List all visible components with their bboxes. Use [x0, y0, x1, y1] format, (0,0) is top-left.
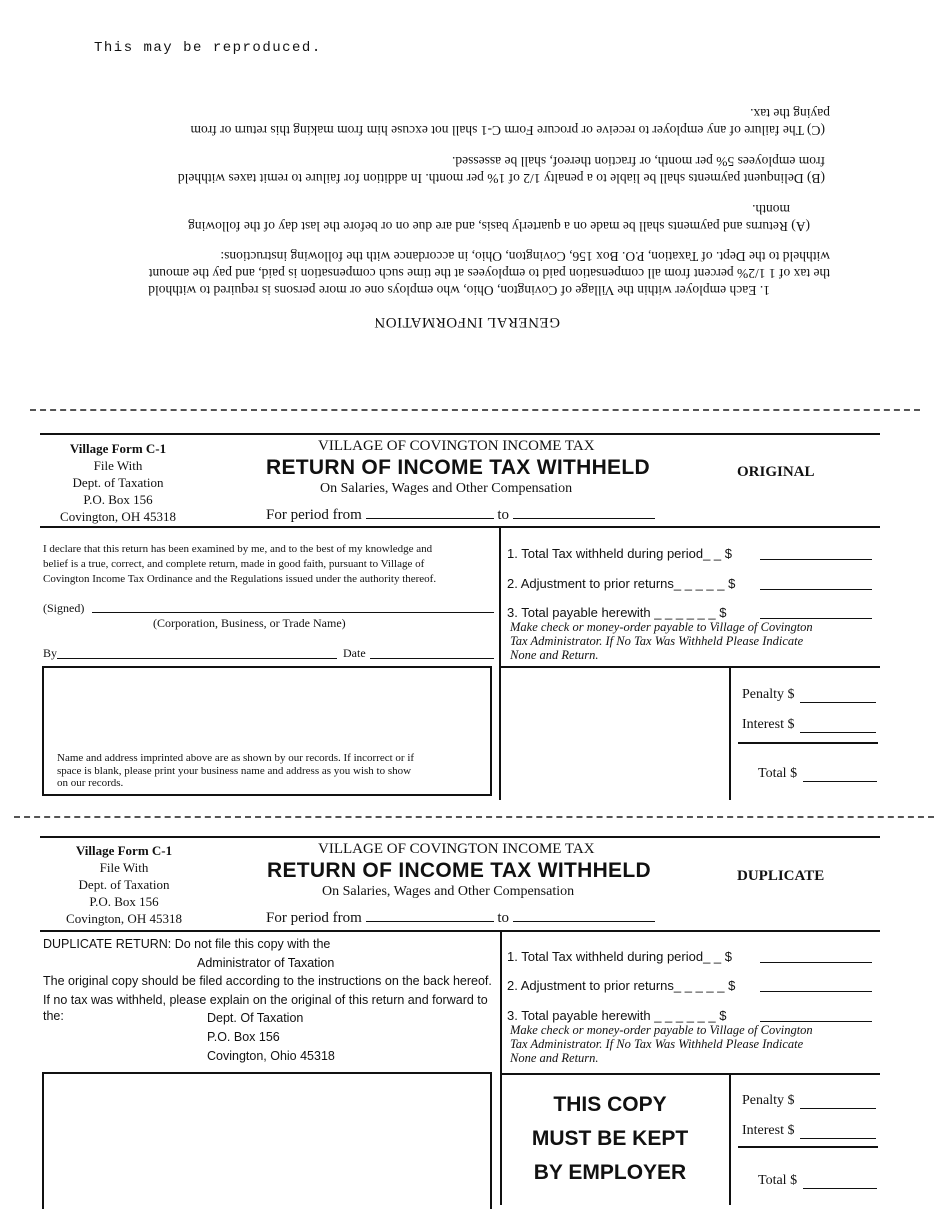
address-box[interactable]	[42, 1072, 492, 1209]
general-info-para-c-line2: paying the tax.	[750, 106, 830, 121]
instruction-line: Tax Administrator. If No Tax Was Withheld Please Indicate	[510, 1037, 804, 1051]
line1-field[interactable]	[760, 962, 872, 963]
file-with: File With	[93, 458, 143, 473]
keep-copy-line: BY EMPLOYER	[533, 1161, 687, 1184]
duplicate-the-label: the:	[43, 1009, 64, 1023]
header-bottom-rule	[40, 526, 880, 528]
duplicate-note-line: Administrator of Taxation	[197, 955, 335, 970]
general-info-para-a-line2: month.	[752, 202, 790, 217]
line1-label: 1. Total Tax withheld during period_ _ $	[507, 949, 733, 964]
penalty-field[interactable]	[800, 702, 876, 703]
keep-copy-notice	[505, 1088, 715, 1190]
general-info-para1-line1: 1. Each employer within the Village of Covington, Ohio, who employs one or more persons is required to withhold	[148, 283, 770, 298]
original-title-top: VILLAGE OF COVINGTON INCOME TAX	[318, 438, 595, 454]
total-label: Total $	[758, 1173, 798, 1188]
address-note-line: on our records.	[57, 777, 124, 789]
tear-line	[30, 409, 920, 411]
keep-copy-line: THIS COPY	[553, 1093, 667, 1116]
duplicate-forward-address	[207, 1009, 335, 1066]
period-from-field[interactable]	[366, 907, 494, 922]
duplicate-header-left	[54, 842, 194, 927]
column-divider	[499, 526, 501, 800]
period-from-field[interactable]	[366, 504, 494, 519]
line2-field[interactable]	[760, 991, 872, 992]
po-box: P.O. Box 156	[89, 894, 159, 909]
subtotal-rule	[738, 742, 878, 744]
payment-instructions	[510, 1023, 813, 1065]
instruction-line: None and Return.	[510, 1051, 599, 1065]
period-from-label: For period from	[266, 910, 362, 926]
dept-name: Dept. of Taxation	[78, 877, 170, 892]
instruction-line: None and Return.	[510, 648, 599, 662]
general-info-para1-line3: withheld to the Dept. of Taxation, P.O. Box 156, Covington, Ohio, in accordance with the following instructions:	[220, 249, 830, 264]
city-zip: Covington, OH 45318	[60, 509, 176, 524]
signature-field[interactable]	[92, 612, 494, 613]
duplicate-period-row	[266, 907, 655, 927]
address-line: Covington, Ohio 45318	[207, 1049, 335, 1063]
penalty-divider	[729, 1073, 731, 1205]
interest-label: Interest $	[742, 1123, 795, 1138]
original-title-sub: On Salaries, Wages and Other Compensation	[320, 481, 573, 496]
copy-label-duplicate: DUPLICATE	[737, 868, 825, 884]
dept-name: Dept. of Taxation	[72, 475, 164, 490]
penalty-label: Penalty $	[742, 1093, 795, 1108]
duplicate-return-note	[43, 935, 492, 1009]
subtotal-rule	[738, 1146, 878, 1148]
instruction-line: Make check or money-order payable to Village of Covington	[510, 620, 813, 634]
total-field[interactable]	[803, 781, 877, 782]
interest-label: Interest $	[742, 717, 795, 732]
form-top-rule	[40, 433, 880, 435]
line2-field[interactable]	[760, 589, 872, 590]
interest-field[interactable]	[800, 732, 876, 733]
keep-copy-line: MUST BE KEPT	[531, 1127, 689, 1150]
penalty-field[interactable]	[800, 1108, 876, 1109]
date-label: Date	[343, 646, 366, 660]
duplicate-note-line: The original copy should be filed according to the instructions on the back hereof.	[43, 974, 492, 988]
interest-field[interactable]	[800, 1138, 876, 1139]
header-bottom-rule	[40, 930, 880, 932]
address-note-line: Name and address imprinted above are as shown by our records. If incorrect or if	[57, 752, 415, 764]
general-info-para-a-line1: (A) Returns and payments shall be made on a quarterly basis, and are due on or before the last day of the following	[188, 219, 810, 234]
form-id: Village Form C-1	[69, 441, 167, 456]
declaration-line: Covington Income Tax Ordinance and the Regulations issued under the authority thereof.	[43, 573, 437, 585]
general-info-para-b-line2: from employees 5% per month, or fraction thereof, shall be assessed.	[451, 154, 825, 169]
copy-label-original: ORIGINAL	[737, 464, 815, 480]
duplicate-title-main: RETURN OF INCOME TAX WITHHELD	[267, 859, 651, 882]
reproduce-note: This may be reproduced.	[94, 40, 322, 56]
period-from-label: For period from	[266, 507, 362, 523]
signed-label: (Signed)	[43, 601, 85, 615]
instruction-line: Tax Administrator. If No Tax Was Withheld Please Indicate	[510, 634, 804, 648]
form-top-rule	[40, 836, 880, 838]
line3-label: 3. Total payable herewith _ _ _ _ _ _ $	[507, 1008, 727, 1023]
duplicate-note-line: DUPLICATE RETURN: Do not file this copy with the	[43, 937, 331, 951]
duplicate-note-line: If no tax was withheld, please explain on the original of this return and forward to	[43, 992, 488, 1007]
by-field[interactable]	[57, 658, 337, 659]
city-zip: Covington, OH 45318	[66, 911, 182, 926]
line2-label: 2. Adjustment to prior returns_ _ _ _ _ $	[507, 978, 736, 993]
corporation-caption: (Corporation, Business, or Trade Name)	[153, 616, 346, 630]
duplicate-title-top: VILLAGE OF COVINGTON INCOME TAX	[318, 841, 595, 857]
form-id: Village Form C-1	[75, 843, 173, 858]
declaration-text	[43, 542, 436, 587]
total-label: Total $	[758, 766, 798, 781]
original-title-main: RETURN OF INCOME TAX WITHHELD	[266, 456, 650, 479]
penalty-label: Penalty $	[742, 687, 795, 702]
tear-line	[14, 816, 934, 818]
address-note-line: space is blank, please print your business name and address as you wish to show	[57, 764, 412, 777]
general-info-para-c-line1: (C) The failure of any employer to receive or procure Form C-1 shall not excuse him from making this return or from	[190, 123, 825, 138]
declaration-line: I declare that this return has been examined by me, and to the best of my knowledge and	[43, 543, 433, 555]
by-label: By	[43, 646, 58, 660]
line1-field[interactable]	[760, 559, 872, 560]
po-box: P.O. Box 156	[83, 492, 153, 507]
address-line: Dept. Of Taxation	[207, 1011, 304, 1025]
column-divider	[500, 930, 502, 1205]
declaration-line: belief is a true, correct, and complete return, made in good faith, pursuant to Village of	[43, 558, 425, 570]
file-with: File With	[99, 860, 149, 875]
original-period-row	[266, 504, 655, 524]
general-info-para1-line2: the tax of 1 1/2% percent from all compensation paid to employees at the time such compensation is paid, and pay the amount	[148, 266, 830, 281]
duplicate-title-sub: On Salaries, Wages and Other Compensation	[322, 884, 575, 899]
line3-field[interactable]	[760, 1021, 872, 1022]
address-note	[57, 752, 414, 790]
penalty-divider	[729, 666, 731, 800]
total-field[interactable]	[803, 1188, 877, 1189]
general-info-heading: GENERAL INFORMATION	[373, 314, 560, 330]
line3-label: 3. Total payable herewith _ _ _ _ _ _ $	[507, 605, 727, 620]
period-to-label: to	[497, 507, 509, 523]
address-line: P.O. Box 156	[207, 1030, 280, 1044]
payment-instructions	[510, 620, 813, 662]
lower-rule	[499, 666, 880, 668]
general-information-section	[0, 80, 950, 410]
lower-rule	[500, 1073, 880, 1075]
period-to-field[interactable]	[513, 504, 655, 519]
line2-label: 2. Adjustment to prior returns_ _ _ _ _ $	[507, 576, 736, 591]
line3-field[interactable]	[760, 618, 872, 619]
general-info-para-b-line1: (B) Delinquent payments shall be liable to a penalty 1/2 of 1% per month. In addition for failure to remit taxes withheld	[177, 171, 825, 186]
period-to-field[interactable]	[513, 907, 655, 922]
period-to-label: to	[497, 910, 509, 926]
original-header-left	[48, 440, 188, 525]
instruction-line: Make check or money-order payable to Village of Covington	[510, 1023, 813, 1037]
line1-label: 1. Total Tax withheld during period_ _ $	[507, 546, 733, 561]
date-field[interactable]	[370, 658, 494, 659]
